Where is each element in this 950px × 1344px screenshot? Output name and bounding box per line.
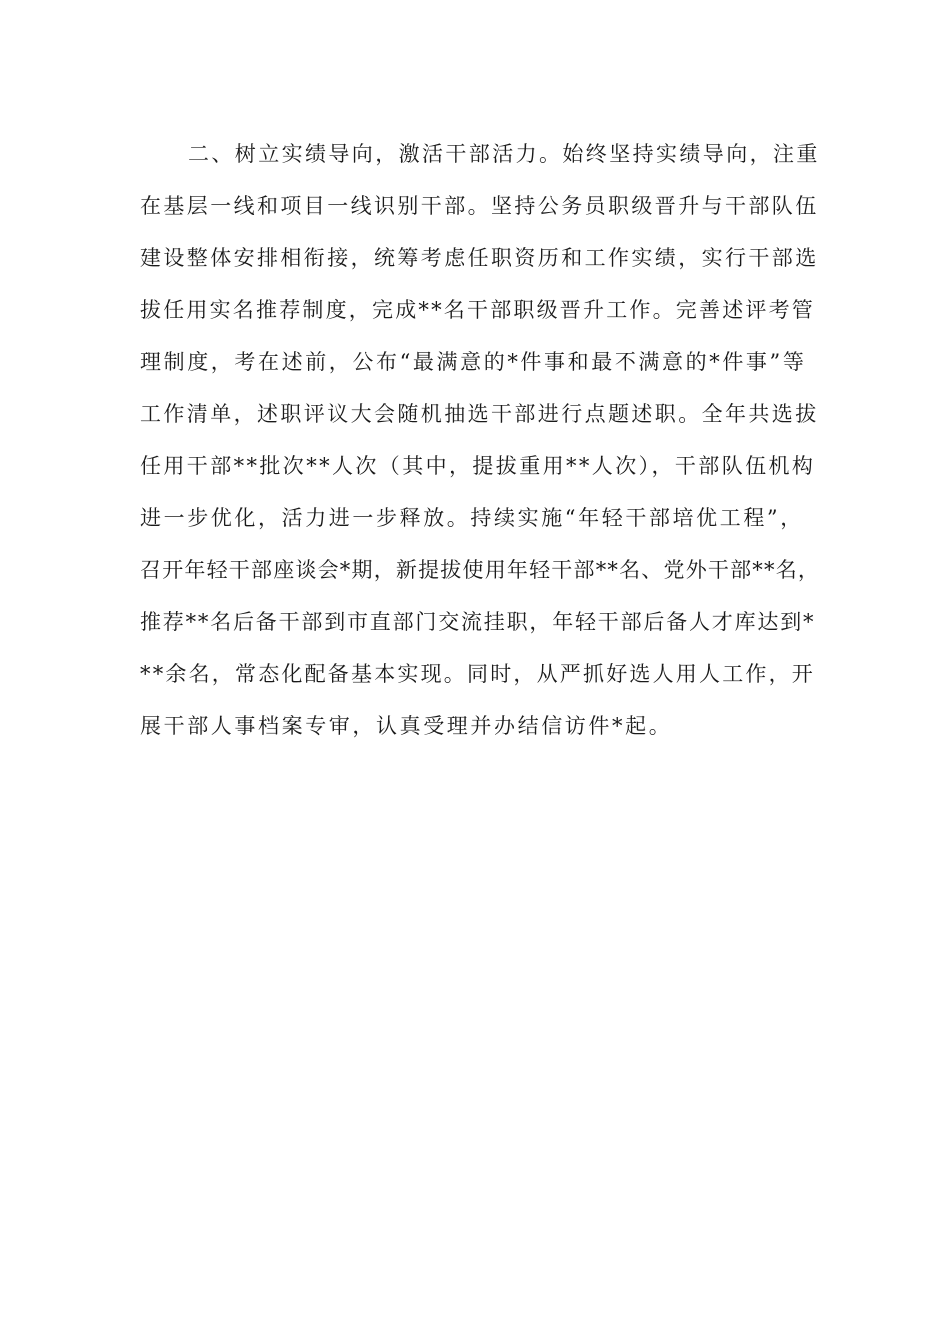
paragraph-line: 拔任用实名推荐制度，完成**名干部职级晋升工作。完善述评考管: [140, 298, 815, 322]
paragraph-line: 工作清单，述职评议大会随机抽选干部进行点题述职。全年共选拔: [140, 402, 819, 426]
paragraph-line: 在基层一线和项目一线识别干部。坚持公务员职级晋升与干部队伍: [140, 194, 819, 218]
paragraph-line: 召开年轻干部座谈会*期，新提拔使用年轻干部**名、党外干部**名，: [140, 558, 821, 582]
paragraph-line: 任用干部**批次**人次（其中，提拔重用**人次），干部队伍机构: [140, 454, 816, 478]
body-paragraph: [140, 132, 820, 756]
paragraph-line: 理制度，考在述前，公布“最满意的*件事和最不满意的*件事”等: [140, 350, 807, 374]
paragraph-line: 建设整体安排相衔接，统筹考虑任职资历和工作实绩，实行干部选: [140, 246, 819, 270]
paragraph-line: 二、树立实绩导向，激活干部活力。始终坚持实绩导向，注重: [188, 142, 820, 166]
paragraph-line: 展干部人事档案专审，认真受理并办结信访件*起。: [140, 714, 673, 738]
paragraph-line: **余名，常态化配备基本实现。同时，从严抓好选人用人工作，开: [140, 662, 815, 686]
paragraph-line: 进一步优化，活力进一步释放。持续实施“年轻干部培优工程”，: [140, 506, 804, 530]
paragraph-line: 推荐**名后备干部到市直部门交流挂职，年轻干部后备人才库达到*: [140, 610, 816, 634]
